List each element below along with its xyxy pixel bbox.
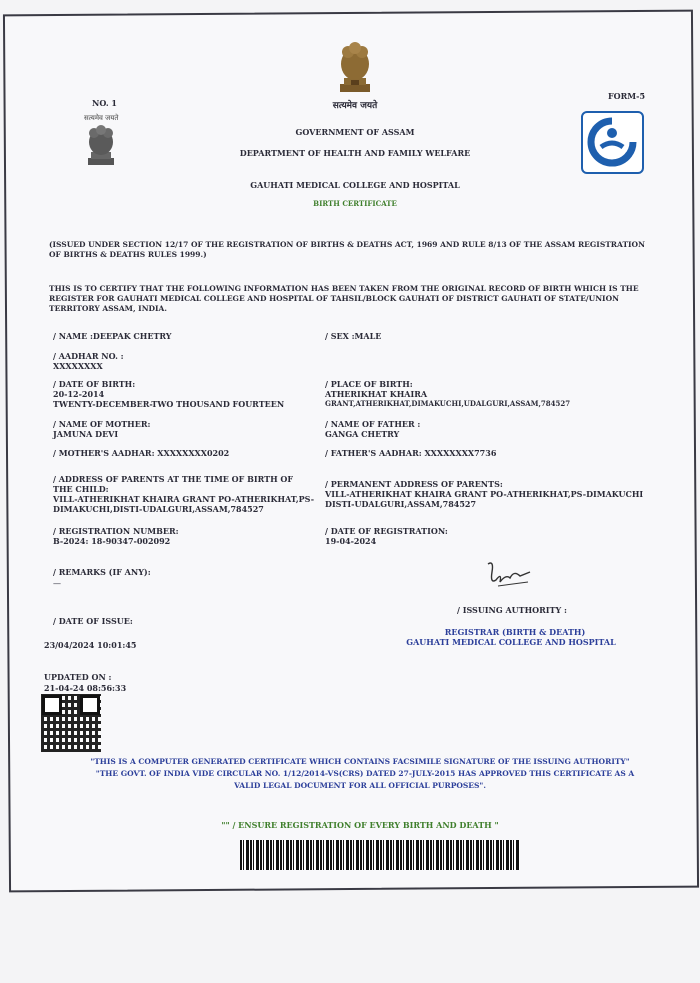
form-number: FORM-5: [608, 91, 646, 101]
address-value: VILL-ATHERIKHAT KHAIRA GRANT PO-ATHERIKHAT,PS-DIMAKUCHI,DISTI-UDALGURI,ASSAM,784527: [53, 494, 315, 514]
mother-value: JAMUNA DEVI: [53, 429, 119, 439]
certificate-title: BIRTH CERTIFICATE: [313, 199, 397, 208]
permanent-address-label: / PERMANENT ADDRESS OF PARENTS:: [325, 479, 503, 489]
certificate-number: NO. 1: [92, 98, 117, 108]
child-sex: / SEX :MALE: [325, 331, 382, 341]
signature-icon: [484, 558, 534, 590]
state-emblem-icon: [334, 34, 376, 98]
government-heading: GOVERNMENT OF ASSAM: [295, 127, 415, 137]
issue-date-label: / DATE OF ISSUE:: [53, 616, 133, 626]
left-emblem-caption: सत्यमेव जयते: [84, 114, 119, 122]
pob-line2: GRANT,ATHERIKHAT,DIMAKUCHI,UDALGURI,ASSAM,784527: [325, 399, 571, 408]
issuing-authority-label: / ISSUING AUTHORITY :: [457, 605, 567, 615]
crs-logo: [581, 111, 644, 174]
footer-note-line3: VALID LEGAL DOCUMENT FOR ALL OFFICIAL PURPOSES".: [234, 781, 486, 790]
qr-code-icon: [41, 694, 101, 752]
registrar-organization: GAUHATI MEDICAL COLLEGE AND HOSPITAL: [406, 637, 616, 647]
footer-note-line1: "THIS IS A COMPUTER GENERATED CERTIFICATE WHICH CONTAINS FACSIMILE SIGNATURE OF THE ISSUING AUTHORITY": [90, 757, 630, 766]
mother-label: / NAME OF MOTHER:: [53, 419, 151, 429]
address-label: / ADDRESS OF PARENTS AT THE TIME OF BIRTH OF THE CHILD:: [53, 474, 294, 494]
registration-date-label: / DATE OF REGISTRATION:: [325, 526, 448, 536]
mother-aadhar: / MOTHER'S AADHAR: XXXXXXXX0202: [53, 448, 230, 458]
hospital-heading: GAUHATI MEDICAL COLLEGE AND HOSPITAL: [250, 180, 460, 190]
issue-date-value: 23/04/2024 10:01:45: [44, 640, 137, 650]
footer-note-line2: "THE GOVT. OF INDIA VIDE CIRCULAR NO. 1/12/2014-VS(CRS) DATED 27-JULY-2015 HAS APPROVED THIS CERTIFICATE AS A: [95, 769, 635, 778]
crs-logo-icon: [583, 113, 642, 172]
issued-under-text: (ISSUED UNDER SECTION 12/17 OF THE REGISTRATION OF BIRTHS & DEATHS ACT, 1969 AND RULE 8/13 OF THE ASSAM REGISTRATION OF BIRTHS & DEATHS RULES 1999.): [49, 240, 645, 259]
updated-on-value: 21-04-24 08:56:33: [44, 683, 127, 693]
updated-on-label: UPDATED ON :: [44, 672, 112, 682]
registration-number-label: / REGISTRATION NUMBER:: [53, 526, 179, 536]
dob-value: 20-12-2014: [53, 389, 105, 399]
permanent-address-value: VILL-ATHERIKHAT KHAIRA GRANT PO-ATHERIKHAT,PS-DIMAKUCHI DISTI-UDALGURI,ASSAM,784527: [325, 489, 644, 509]
registrar-title: REGISTRAR (BIRTH & DEATH): [444, 627, 586, 637]
aadhar-label: / AADHAR NO. :: [53, 351, 124, 361]
pob-label: / PLACE OF BIRTH:: [325, 379, 413, 389]
aadhar-value: XXXXXXXX: [53, 361, 103, 371]
dob-label: / DATE OF BIRTH:: [53, 379, 136, 389]
left-emblem-icon: [82, 122, 120, 170]
slogan-text: "" / ENSURE REGISTRATION OF EVERY BIRTH AND DEATH ": [221, 820, 499, 830]
motto-text: सत्यमेव जयते: [332, 101, 378, 111]
barcode-icon: [240, 840, 520, 870]
certify-text: THIS IS TO CERTIFY THAT THE FOLLOWING INFORMATION HAS BEEN TAKEN FROM THE ORIGINAL RECORD OF BIRTH WHICH IS THE REGISTER FOR GAUHATI MEDICAL COLLEGE AND HOSPITAL OF TAHSIL/BLOCK GAUHATI OF DISTRICT GAUHATI OF STATE/UNION TERRITORY ASSAM, INDIA.: [49, 284, 639, 313]
father-label: / NAME OF FATHER :: [325, 419, 421, 429]
department-heading: DEPARTMENT OF HEALTH AND FAMILY WELFARE: [239, 148, 471, 158]
remarks-label: / REMARKS (IF ANY):: [53, 567, 151, 577]
dob-words: TWENTY-DECEMBER-TWO THOUSAND FOURTEEN: [53, 399, 285, 409]
father-value: GANGA CHETRY: [325, 429, 400, 439]
pob-line1: ATHERIKHAT KHAIRA: [325, 389, 428, 399]
registration-date-value: 19-04-2024: [325, 536, 377, 546]
child-name: / NAME :DEEPAK CHETRY: [53, 331, 172, 341]
registration-number-value: B-2024: 18-90347-002092: [53, 536, 171, 546]
remarks-value: —: [53, 579, 61, 588]
father-aadhar: / FATHER'S AADHAR: XXXXXXXX7736: [325, 448, 497, 458]
